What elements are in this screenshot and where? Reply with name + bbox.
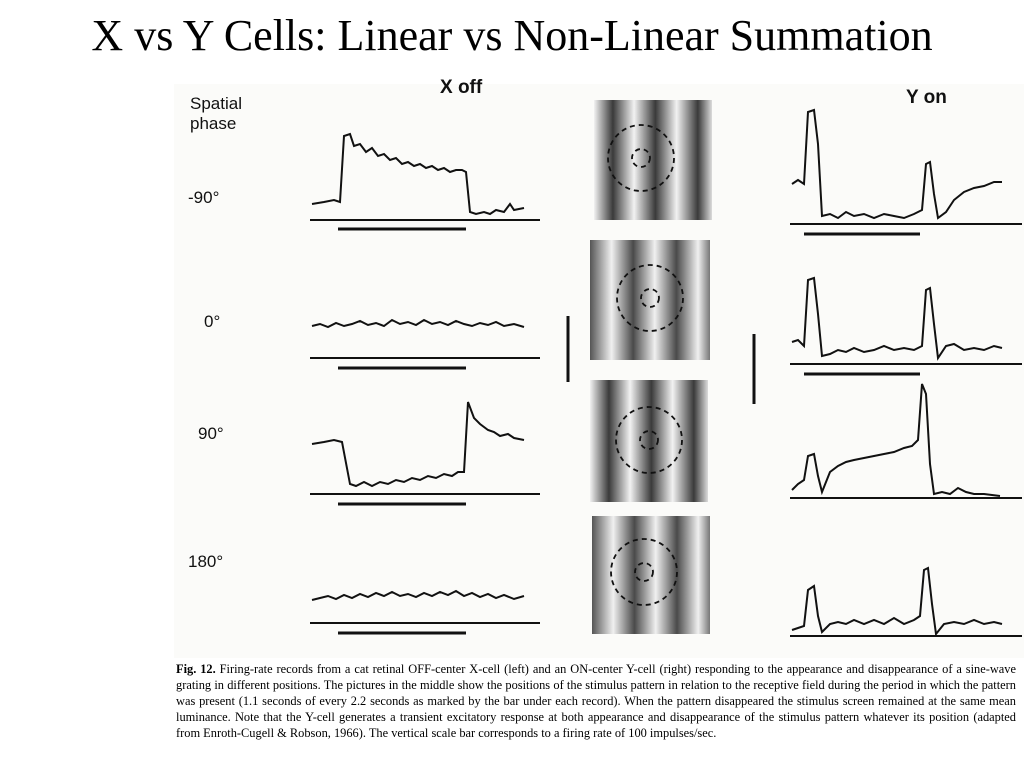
grating-0 <box>590 240 710 360</box>
y-trace-180 <box>792 568 1002 634</box>
x-trace-180 <box>312 591 524 600</box>
y-trace-0 <box>792 278 1002 358</box>
phase-label-90: 90° <box>198 424 224 443</box>
y-trace--90 <box>792 110 1002 218</box>
caption-text: Firing-rate records from a cat retinal OFF-center X-cell (left) and an ON-center Y-cell (right) responding to the appearance and disappearance of a sine-wave grating in different positions. The pictures in the middle show the positions of the stimulus pattern in relation to the receptive field during the period in which the pattern was present (1.1 seconds of every 2.2 seconds as marked by the bar under each record). When the pattern disappeared the stimulus screen remained at the same mean luminance. Note that the Y-cell generates a transient excitatory response at both appearance and disappearance of the stimulus pattern whatever its position (adapted from Enroth-Cugell & Robson, 1966). The vertical scale bar corresponds to a firing rate of 100 impulses/sec. <box>176 662 1017 740</box>
figure-panel <box>174 77 1024 658</box>
x-off-column-header: X off <box>440 77 483 98</box>
grating--90 <box>594 100 712 220</box>
slide-title: X vs Y Cells: Linear vs Non-Linear Summation <box>91 11 933 60</box>
y-cell-traces <box>792 110 1002 634</box>
grating-stimuli <box>590 100 712 634</box>
y-cell-baselines <box>790 224 1022 636</box>
caption-label: Fig. 12. <box>176 662 216 676</box>
phase-label-0: 0° <box>204 312 221 331</box>
grating-180 <box>592 516 710 634</box>
grating-90 <box>590 380 708 502</box>
x-trace-0 <box>312 320 524 327</box>
spatial-phase-header: Spatial phase <box>190 94 242 133</box>
x-trace--90 <box>312 134 524 214</box>
y-trace-90 <box>792 384 1000 496</box>
x-trace-90 <box>312 402 524 486</box>
figure-graphics <box>174 84 1024 658</box>
figure-caption <box>176 661 1016 741</box>
phase-label-180: 180° <box>188 552 224 571</box>
y-on-column-header: Y on <box>906 87 947 108</box>
phase-label--90: -90° <box>188 188 220 207</box>
x-cell-baselines <box>310 220 540 633</box>
